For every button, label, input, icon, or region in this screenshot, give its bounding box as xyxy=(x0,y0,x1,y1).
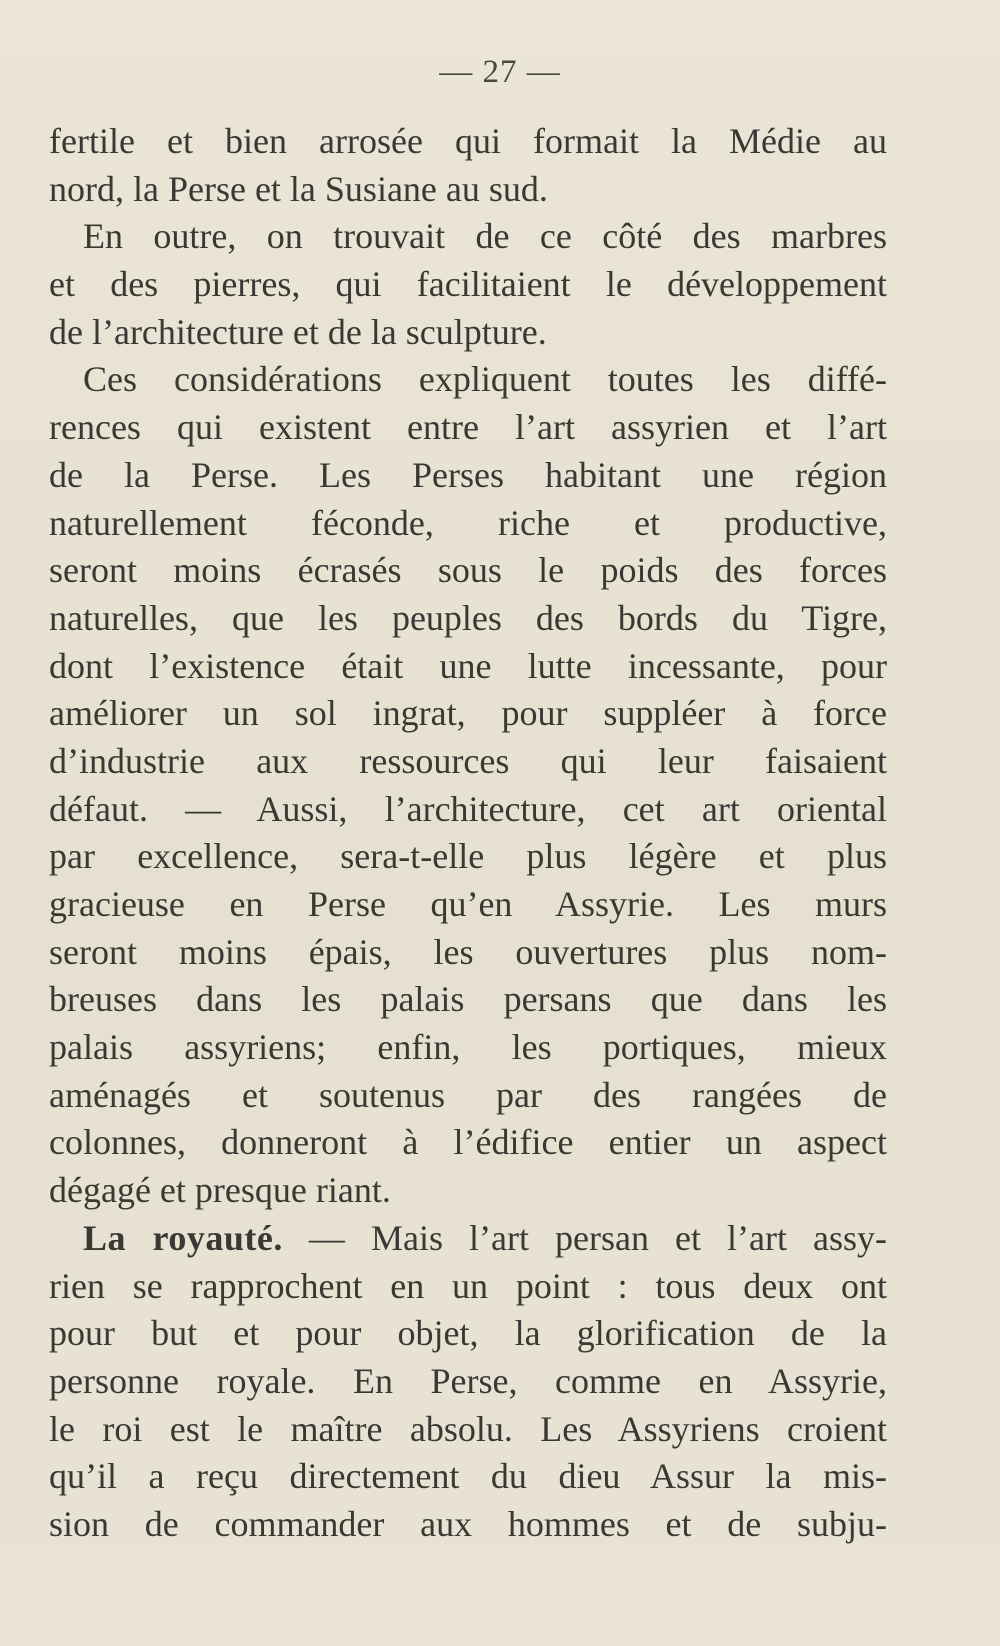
text-line: rences qui existent entre l’art assyrien et l’art xyxy=(49,407,887,448)
text-line: palais assyriens; enfin, les portiques, mieux xyxy=(49,1027,887,1068)
section-first-line-text: — Mais l’art persan et l’art assy- xyxy=(282,1217,888,1258)
text-line: et des pierres, qui facilitaient le développement xyxy=(49,264,887,305)
text-line: Ces considérations expliquent toutes les diffé- xyxy=(83,359,887,400)
text-line: le roi est le maître absolu. Les Assyriens croient xyxy=(49,1408,887,1449)
text-line: d’industrie aux ressources qui leur faisaient xyxy=(49,740,887,781)
text-line: dont l’existence était une lutte incessante, pour xyxy=(49,645,887,686)
page-number: — 27 — xyxy=(439,54,561,90)
text-line: naturellement féconde, riche et productive, xyxy=(49,502,887,543)
text-line: qu’il a reçu directement du dieu Assur la mis- xyxy=(49,1456,887,1497)
text-line: défaut. — Aussi, l’architecture, cet art oriental xyxy=(49,788,887,829)
text-line: gracieuse en Perse qu’en Assyrie. Les murs xyxy=(49,884,887,924)
text-line: pour but et pour objet, la glorification de la xyxy=(49,1313,887,1354)
text-line: seront moins épais, les ouvertures plus nom- xyxy=(49,931,887,972)
text-line: En outre, on trouvait de ce côté des marbres xyxy=(83,216,887,257)
text-line: fertile et bien arrosée qui formait la Médie au xyxy=(49,121,887,161)
text-line: colonnes, donneront à l’édifice entier un aspect xyxy=(49,1122,887,1163)
text-line: sion de commander aux hommes et de subju- xyxy=(49,1503,887,1544)
text-line: naturelles, que les peuples des bords du Tigre, xyxy=(49,597,887,638)
text-line: rien se rapprochent en un point : tous deux ont xyxy=(49,1265,887,1306)
text-line: personne royale. En Perse, comme en Assyrie, xyxy=(49,1360,887,1401)
text-line: nord, la Perse et la Susiane au sud. xyxy=(49,168,548,209)
body-text xyxy=(49,118,887,1549)
section-heading: La royauté. xyxy=(83,1217,283,1258)
text-line: améliorer un sol ingrat, pour suppléer à force xyxy=(49,693,887,734)
text-line: par excellence, sera-t-elle plus légère et plus xyxy=(49,836,887,877)
text-line: seront moins écrasés sous le poids des forces xyxy=(49,550,887,591)
text-line: de l’architecture et de la sculpture. xyxy=(49,311,547,352)
text-line: aménagés et soutenus par des rangées de xyxy=(49,1074,887,1115)
text-line: breuses dans les palais persans que dans les xyxy=(49,979,887,1020)
text-line: de la Perse. Les Perses habitant une région xyxy=(49,454,887,495)
text-line: dégagé et presque riant. xyxy=(49,1170,391,1211)
section-first-line xyxy=(49,1215,887,1263)
